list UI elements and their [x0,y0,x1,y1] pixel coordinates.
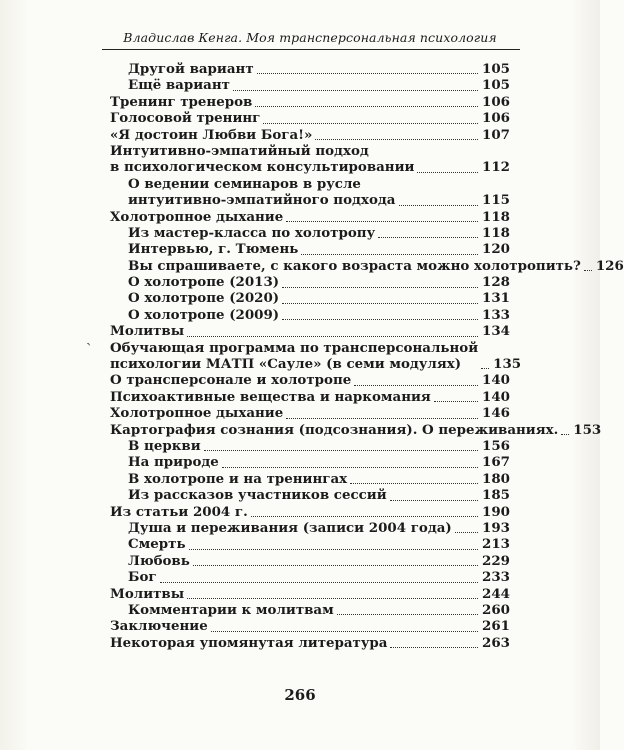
toc-entry-title: Тренинг тренеров [110,93,253,110]
toc-entry-page: 146 [482,405,510,422]
toc-entry-title: «Я достоин Любви Бога!» [110,126,313,143]
dot-leader [257,73,478,74]
toc-entry-page: 153 [573,421,602,438]
toc-entry-page: 229 [482,552,510,569]
toc-entry-page: 213 [482,536,510,553]
toc-entry-title: Заключение [110,618,208,635]
toc-entry [110,274,510,290]
toc-entry-title: Молитвы [110,585,185,602]
toc-entry-title: Из рассказов участников сессий [128,487,387,504]
toc-entry [110,143,510,176]
toc-entry [110,77,510,93]
toc-entry-title: О холотропе (2020) [128,290,280,307]
toc-entry [110,405,510,421]
toc-entry-page: 115 [482,192,510,209]
toc-entry [110,421,602,438]
toc-entry [110,94,510,110]
toc-entry [110,569,510,585]
toc-entry-page: 106 [482,93,510,110]
pen-tick-mark: ˏ [86,327,92,346]
dot-leader [390,500,478,501]
table-of-contents [110,60,624,651]
toc-entry-title [110,340,478,373]
toc-entry-page: 112 [482,159,510,176]
toc-entry-page: 105 [482,77,510,94]
toc-entry-title: В холотропе и на тренингах [128,470,348,487]
toc-entry [110,61,510,77]
toc-entry [110,520,510,536]
toc-entry-page: 131 [482,290,510,307]
toc-entry-title-line1: Обучающая программа по трансперсональной [110,339,479,356]
dot-leader [187,336,478,337]
toc-entry [110,389,510,405]
toc-entry-title: Голосовой тренинг [110,110,261,127]
toc-entry [110,339,522,373]
toc-entry [110,241,510,257]
toc-entry-title: Из мастер-класса по холотропу [128,224,376,241]
toc-entry-title: О холотропе (2009) [128,306,280,323]
header-rule [102,49,520,50]
toc-entry-title: Комментарии к молитвам [128,601,334,618]
toc-entry [110,504,510,520]
toc-entry-title: В церкви [128,438,201,455]
toc-entry-title-line1: О ведении семинаров в русле [128,175,361,192]
dot-leader [263,123,478,124]
toc-entry-title: Вы спрашиваете, с какого возраста можно холотропить? [128,257,581,274]
toc-entry [110,257,624,274]
toc-entry [110,635,510,651]
toc-entry-page: 263 [482,634,510,651]
toc-entry-page: 107 [482,126,510,143]
dot-leader [350,483,478,484]
toc-entry-title: Любовь [128,552,190,569]
dot-leader [561,434,569,435]
toc-entry [110,586,510,602]
dot-leader [286,418,478,419]
toc-entry-title: Душа и переживания (записи 2004 года) [128,519,452,536]
toc-entry-page: 126 [595,257,624,274]
dot-leader [222,467,478,468]
dot-leader [337,614,478,615]
toc-entry-title: Бог [128,569,157,586]
toc-entry [110,602,510,618]
dot-leader [282,303,478,304]
toc-entry-page: 244 [482,585,510,602]
toc-entry-page: 120 [482,241,510,258]
toc-entry-title-line2: в психологическом консультировании [110,159,415,176]
toc-entry-title: Холотропное дыхание [110,208,284,225]
dot-leader [399,205,479,206]
dot-leader [189,549,478,550]
toc-entry [110,372,510,388]
toc-entry [110,438,510,454]
toc-entry-page: 167 [482,454,510,471]
toc-entry [110,127,510,143]
dot-leader [378,237,478,238]
dot-leader [354,385,478,386]
toc-entry-title [110,176,396,209]
toc-entry-title: Картография сознания (подсознания). О переживаниях. [110,421,559,438]
dot-leader [233,90,478,91]
toc-entry [110,225,510,241]
toc-entry-title-line2: психологии МАТП «Сауле» (в семи модулях) [110,356,462,373]
toc-entry-page: 133 [482,306,510,323]
toc-entry-title: Молитвы [110,323,185,340]
toc-entry-page: 190 [482,503,510,520]
toc-entry-page: 140 [482,388,510,405]
dot-leader [286,221,478,222]
dot-leader [434,401,478,402]
toc-entry-title: О холотропе (2013) [128,274,280,291]
toc-entry-page: 156 [482,438,510,455]
toc-entry-title: Другой вариант [128,60,254,77]
toc-entry-page: 106 [482,110,510,127]
dot-leader [204,450,478,451]
toc-entry-page: 135 [493,356,522,373]
toc-entry-title: На природе [128,454,219,471]
dot-leader [417,172,478,173]
toc-entry-page: 185 [482,487,510,504]
toc-entry [110,536,510,552]
dot-leader [160,582,478,583]
toc-entry-page: 140 [482,372,510,389]
toc-entry-page: 233 [482,569,510,586]
dot-leader [481,368,489,369]
toc-entry [110,176,510,209]
dot-leader [193,565,478,566]
toc-entry-page: 180 [482,470,510,487]
running-header: Владислав Кенга. Моя трансперсональная психология [123,30,497,45]
toc-entry-title: Интервью, г. Тюмень [128,241,299,258]
toc-entry-title: О трансперсонале и холотропе [110,372,352,389]
dot-leader [211,631,478,632]
dot-leader [390,647,478,648]
toc-entry-title: Некоторая упомянутая литература [110,634,388,651]
toc-entry-title-line2: интуитивно-эмпатийного подхода [128,192,396,209]
toc-entry-page: 193 [482,519,510,536]
page-number: 266 [284,686,316,704]
dot-leader [584,270,592,271]
toc-entry [110,209,510,225]
dot-leader [315,139,478,140]
toc-entry-page: 134 [482,323,510,340]
toc-entry [110,323,510,339]
toc-entry [110,553,510,569]
toc-entry [110,110,510,126]
toc-entry-page: 261 [482,618,510,635]
toc-entry-title: Холотропное дыхание [110,405,284,422]
dot-leader [251,516,478,517]
toc-entry [110,618,510,634]
toc-entry-page: 128 [482,274,510,291]
toc-entry-title [110,143,414,176]
dot-leader [301,254,478,255]
toc-entry-title: Из статьи 2004 г. [110,503,248,520]
toc-entry [110,291,510,307]
toc-entry [110,487,510,503]
toc-entry-page: 118 [482,208,510,225]
dot-leader [255,106,478,107]
toc-entry-title: Психоактивные вещества и наркомания [110,388,431,405]
dot-leader [282,287,478,288]
dot-leader [455,532,478,533]
toc-entry-title: Ещё вариант [128,77,230,94]
toc-entry [110,471,510,487]
toc-entry-page: 105 [482,60,510,77]
toc-entry-page: 260 [482,601,510,618]
dot-leader [187,598,478,599]
toc-entry-title-line1: Интуитивно-эмпатийный подход [110,142,369,159]
toc-entry [110,307,510,323]
toc-entry [110,454,510,470]
toc-entry-title: Смерть [128,536,186,553]
dot-leader [282,319,478,320]
toc-entry-page: 118 [482,224,510,241]
